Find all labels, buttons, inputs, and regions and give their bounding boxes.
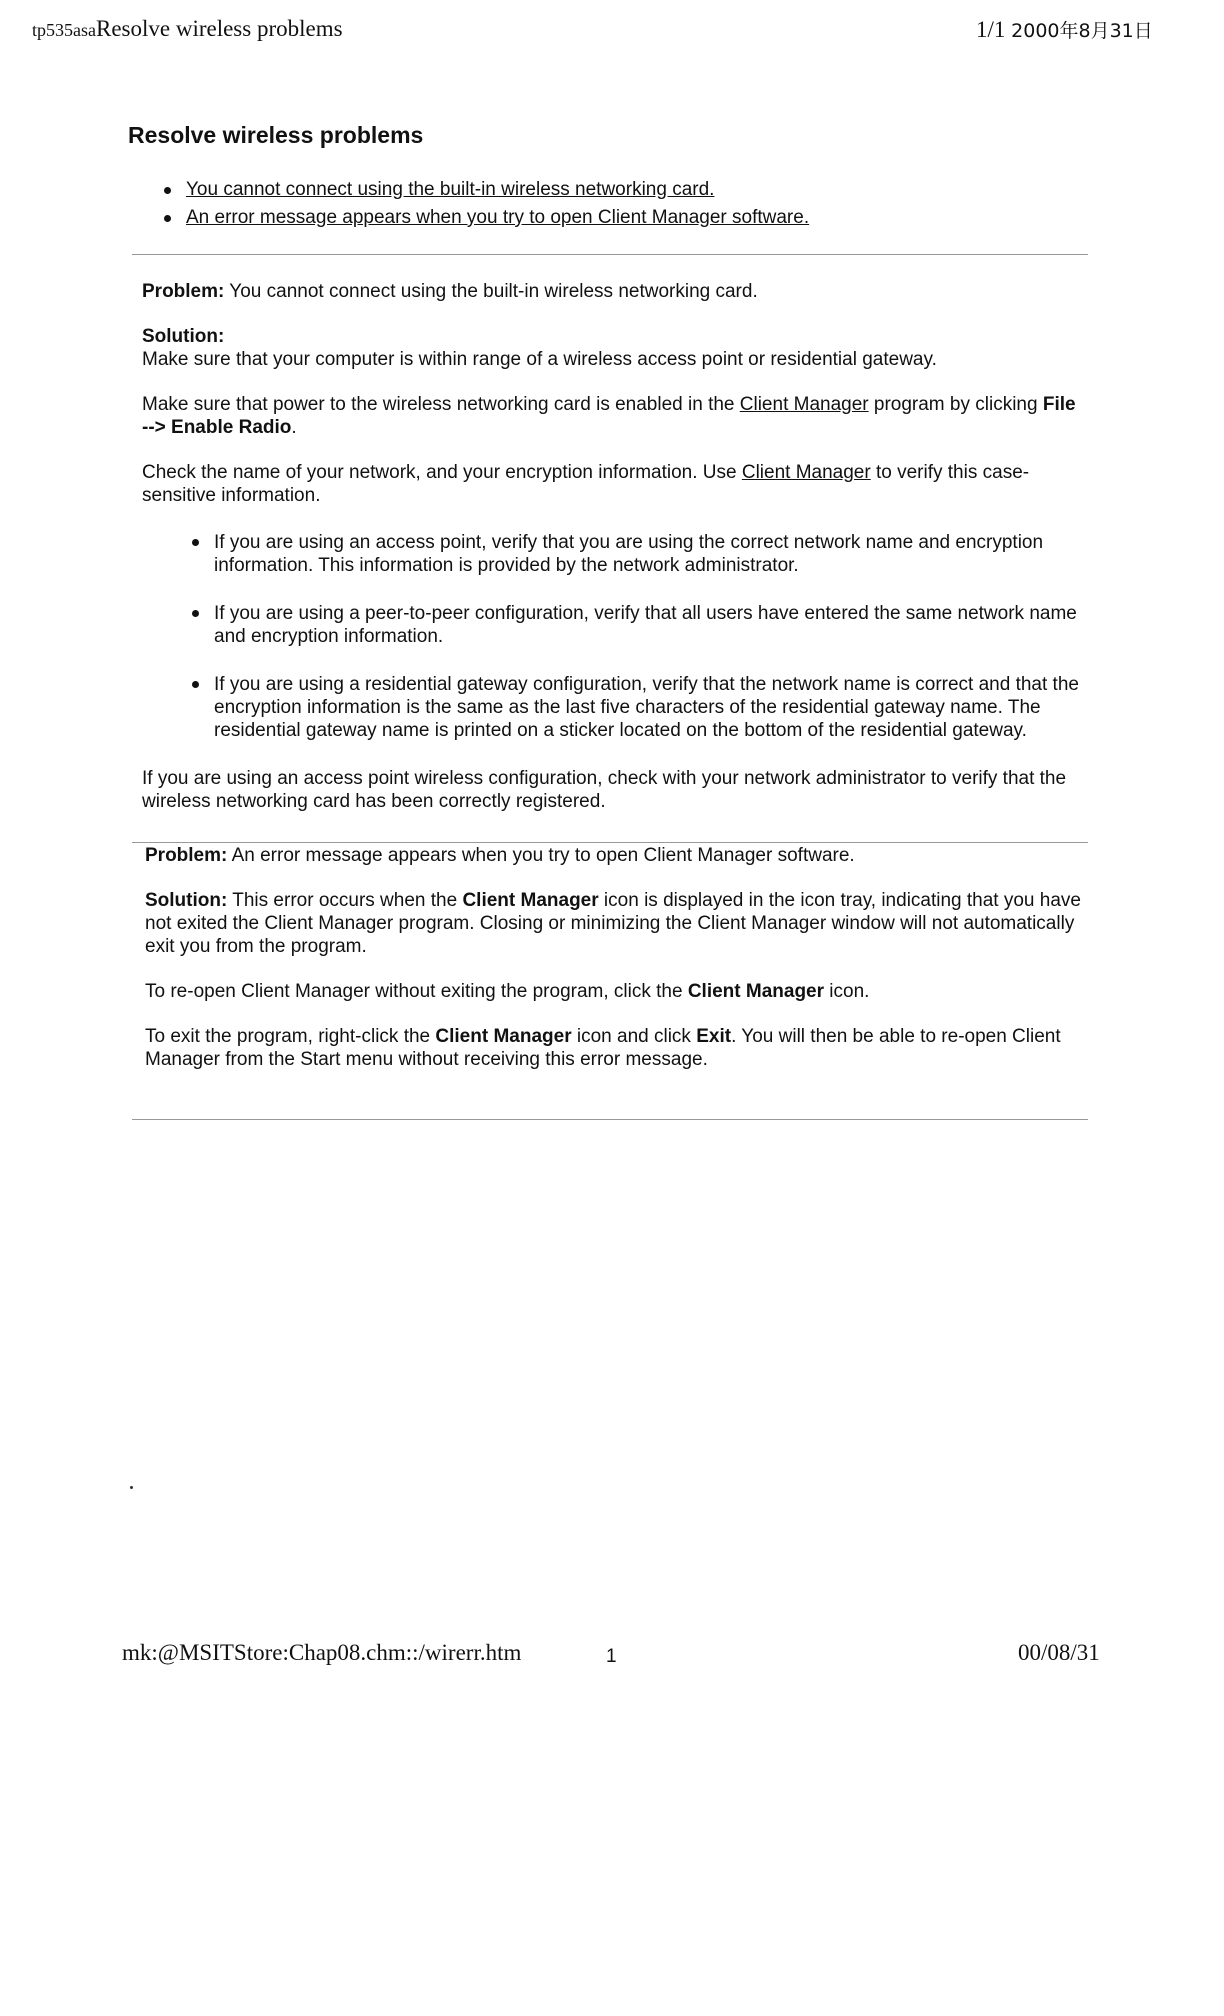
- problem-statement: Problem: You cannot connect using the built-in wireless networking card.: [142, 281, 758, 302]
- configuration-list: [142, 531, 1082, 742]
- enable-radio-text: Make sure that power to the wireless networking card is enabled in the Client Manager program by clicking File --> Enable Radio.: [142, 394, 1076, 438]
- topic-link-error-message[interactable]: An error message appears when you try to open Client Manager software.: [186, 207, 810, 228]
- print-header-right: [976, 16, 1153, 43]
- footer-path: mk:@MSITStore:Chap08.chm::/wirerr.htm: [122, 1640, 522, 1665]
- solution-block: Solution: This error occurs when the Client Manager icon is displayed in the icon tray, indicating that you have not exited the Client Manager program. Closing or minimizing the Client Manager window will not automatically exit you from the program.: [145, 890, 1081, 957]
- problem-label: Problem:: [145, 845, 228, 866]
- client-manager-link[interactable]: Client Manager: [741, 462, 871, 483]
- footer-date: 00/08/31: [1018, 1640, 1100, 1665]
- divider: [132, 254, 1088, 255]
- problem-section-1: [142, 280, 1082, 835]
- header-title: Resolve wireless problems: [95, 16, 343, 41]
- header-date: 2000年8月31日: [1011, 20, 1153, 42]
- network-name-text: Check the name of your network, and your encryption information. Use Client Manager to verify this case-sensitive information.: [142, 462, 1030, 506]
- list-item: If you are using a residential gateway configuration, verify that the network name is correct and that the encryption information is the same as the last five characters of the residential gateway name. The residential gateway name is printed on a sticker located on the bottom of the residential gateway.: [214, 673, 1082, 742]
- topic-link-no-connect[interactable]: You cannot connect using the built-in wireless networking card.: [186, 179, 715, 200]
- client-manager-link[interactable]: Client Manager: [739, 394, 869, 415]
- divider: [132, 1119, 1088, 1120]
- problem-label: Problem:: [142, 281, 225, 302]
- scan-speck: [130, 1486, 133, 1489]
- footer-page-number: 1: [606, 1646, 617, 1667]
- solution-label: Solution:: [142, 326, 225, 347]
- solution-range-text: Make sure that your computer is within range of a wireless access point or residential gateway.: [142, 349, 937, 370]
- header-code: tp535asa: [32, 20, 96, 40]
- solution-block: [142, 325, 1082, 371]
- reopen-text: To re-open Client Manager without exiting the program, click the Client Manager icon.: [145, 981, 870, 1002]
- divider: [132, 842, 1088, 843]
- exit-text: To exit the program, right-click the Client Manager icon and click Exit. You will then be able to re-open Client Manager from the Start menu without receiving this error message.: [145, 1026, 1061, 1070]
- header-page: 1/1: [976, 17, 1006, 42]
- list-item: If you are using an access point, verify that you are using the correct network name and encryption information. This information is provided by the network administrator.: [214, 531, 1082, 577]
- solution-label: Solution:: [145, 890, 228, 911]
- registration-text: If you are using an access point wireless configuration, check with your network administrator to verify that the wireless networking card has been correctly registered.: [142, 768, 1067, 812]
- print-header-left: [32, 16, 343, 42]
- menu-command: File --> Enable Radio: [142, 394, 1076, 438]
- topic-item[interactable]: [186, 176, 809, 204]
- topic-item[interactable]: [186, 204, 809, 232]
- topic-list: [186, 176, 809, 232]
- problem-statement: Problem: An error message appears when you try to open Client Manager software.: [145, 845, 855, 866]
- page-title: Resolve wireless problems: [128, 122, 424, 148]
- list-item: If you are using a peer-to-peer configuration, verify that all users have entered the same network name and encryption information.: [214, 602, 1082, 648]
- problem-section-2: [145, 844, 1085, 1093]
